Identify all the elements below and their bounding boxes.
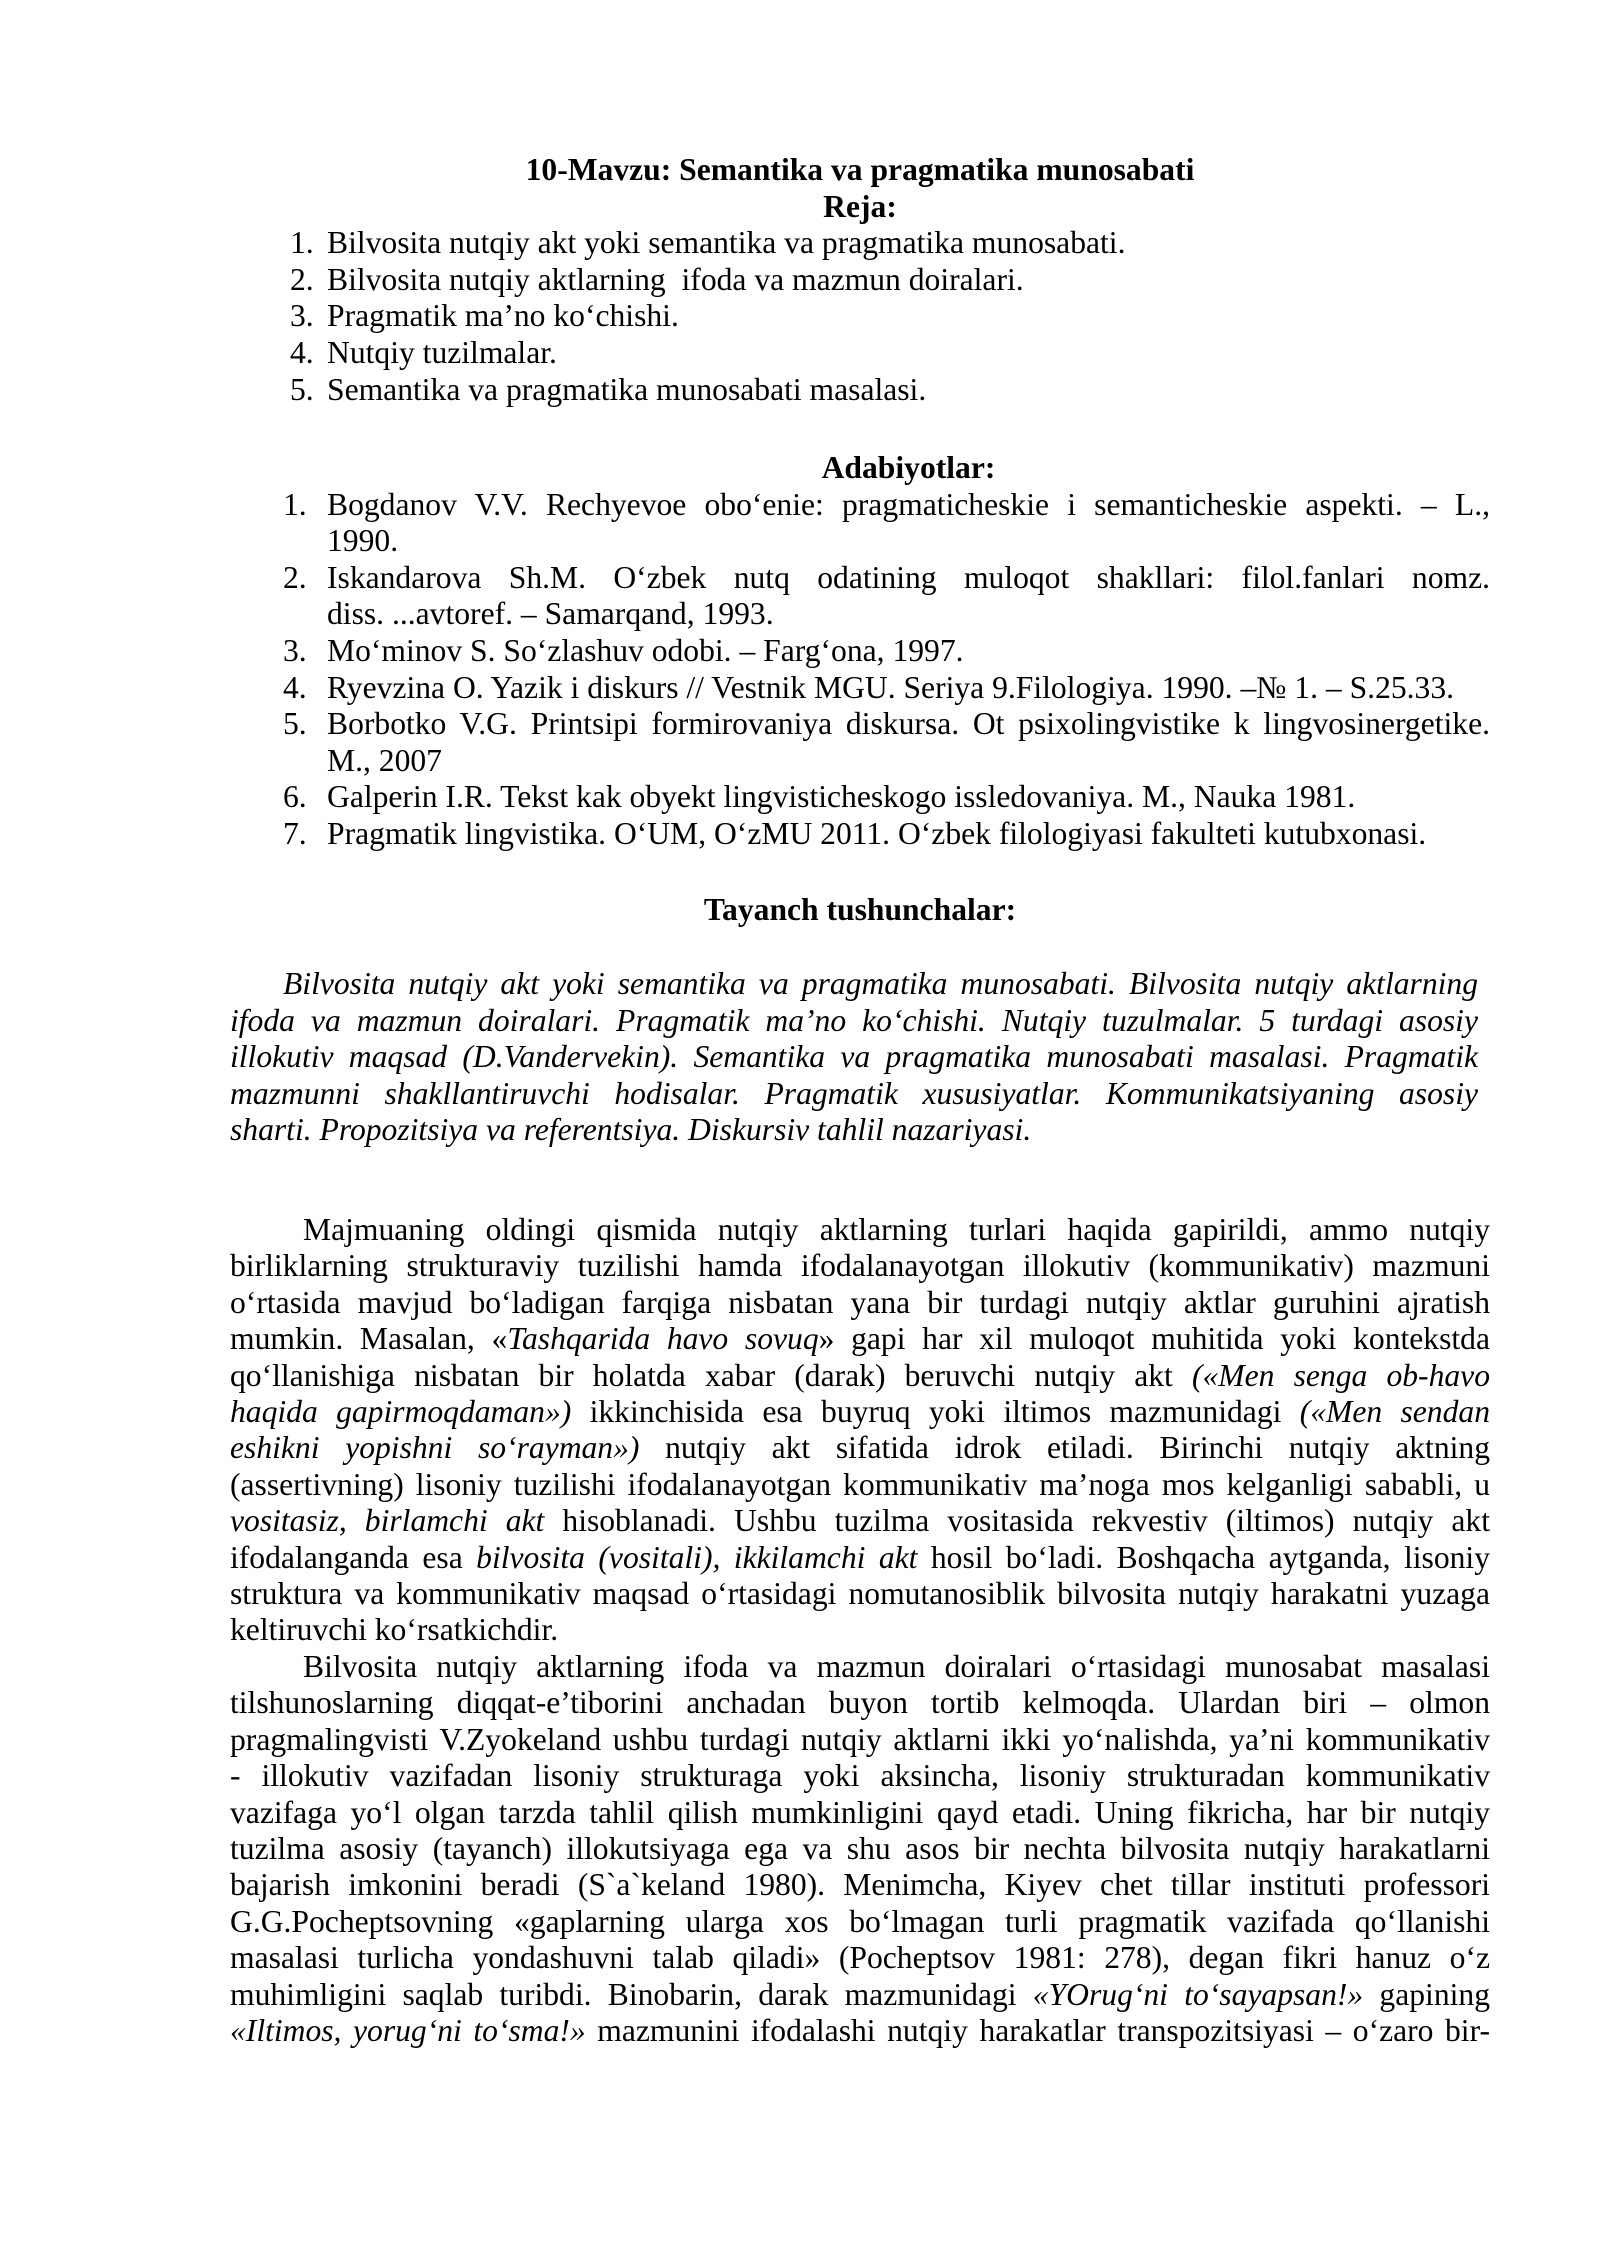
text-run: M., 2007 [327,742,442,778]
reference-text [327,779,1490,816]
text-run: masalasi turlicha yondashuvni talab qiladi» (Pocheptsov 1981: 278), degan fikri hanuz o‘z [230,1940,1490,1976]
reference-line [327,560,1490,597]
reference-line [327,779,1490,816]
plan-item [230,372,1490,409]
reference-number: 3. [283,632,307,668]
body-line [230,1503,1490,1539]
key-concepts-heading: Tayanch tushunchalar: [703,892,1017,927]
text-run: Majmuaning oldingi qismida nutqiy aktlarning turlari haqida gapirildi, ammo nutqiy [303,1212,1490,1247]
line-text [230,1394,1490,1429]
reference-text [327,487,1490,560]
text-run: hosil bo‘ladi. Boshqacha aytganda, lisoniy [917,1539,1490,1575]
body-line [303,1649,1490,1685]
reference-line [327,487,1490,524]
reference-number: 6. [283,779,307,815]
line-text [230,1795,1490,1830]
page-title: 10-Mavzu: Semantika va pragmatika munosabati [525,152,1195,187]
key-concepts-line [230,1039,1478,1076]
body-line [230,1867,1490,1903]
reference-line [327,596,1490,633]
reference-text [327,633,1490,670]
body-line [230,1722,1490,1758]
body-text [230,1212,1490,2049]
plan-item-number: 5. [290,371,314,407]
text-run: illokutiv maqsad (D.Vandervekin). Semantika va pragmatika munosabati masalasi. Pragmatik [230,1039,1478,1074]
plan-item-text: Nutqiy tuzilmalar. [327,334,557,370]
reference-text [327,560,1490,633]
plan-section [230,152,1490,408]
body-paragraph [230,1649,1490,2049]
reference-number: 4. [283,669,307,705]
line-text [283,966,1478,1001]
text-run: tilshunoslarning diqqat-e’tiborini anchadan buyon tortib kelmoqda. Ulardan biri – olmon [230,1685,1490,1721]
emphasis-text: eshikni yopishni so‘rayman») [230,1430,640,1466]
body-line [303,1212,1490,1248]
line-text [230,1685,1490,1720]
emphasis-text: haqida gapirmoqdaman») [230,1394,572,1430]
body-line [230,2013,1490,2049]
line-text [230,1076,1478,1111]
body-line [230,1321,1490,1357]
emphasis-text: «YOrug‘ni to‘sayapsan!» [1032,1976,1364,2012]
line-text [230,1358,1490,1393]
reference-line [327,743,1490,780]
text-run: mazmunni shakllantiruvchi hodisalar. Pragmatik xususiyatlar. Kommunikatsiyaning asosiy [230,1075,1478,1111]
reference-line [327,706,1490,743]
text-run: Iskandarova Sh.M. O‘zbek nutq odatining muloqot shakllari: filol.fanlari nomz. [327,559,1490,595]
line-text [327,633,964,668]
reference-item [230,816,1490,853]
body-line [230,1358,1490,1394]
text-run: nutqiy akt sifatida idrok etiladi. Birinchi nutqiy aktning [639,1430,1490,1466]
emphasis-text: vositasiz, birlamchi akt [230,1503,545,1539]
reference-item [230,487,1490,560]
line-text [230,2013,1490,2048]
line-text [230,1467,1490,1502]
text-run: Bilvosita nutqiy aktlarning ifoda va mazmun doiralari o‘rtasidagi munosabat masalasi [303,1648,1490,1684]
text-run: » gapi har xil muloqot muhitida yoki kontekstda [818,1321,1490,1357]
line-text [327,523,398,558]
body-line [230,1977,1490,2013]
reference-item [230,633,1490,670]
reference-line [327,633,1490,670]
body-line [230,1430,1490,1466]
line-text [327,596,774,631]
key-concepts-line [230,1003,1478,1040]
line-text [230,1831,1490,1866]
body-line [230,1758,1490,1794]
reference-line [327,670,1490,707]
plan-heading: Reja: [823,188,897,224]
line-text [327,706,1490,741]
text-run: 1990. [327,523,399,559]
body-line [230,1285,1490,1321]
references-list [230,487,1490,853]
text-run: - illokutiv vazifadan lisoniy strukturaga yoki aksincha, lisoniy strukturadan kommunikativ [230,1758,1490,1794]
plan-item-text: Bilvosita nutqiy akt yoki semantika va pragmatika munosabati. [327,225,1126,261]
body-line [230,1940,1490,1976]
text-run: (assertivning) lisoniy tuzilishi ifodalanayotgan kommunikativ ma’noga mos kelganligi sababli, u [230,1466,1490,1502]
emphasis-text: («Men sendan [1299,1394,1490,1430]
reference-line [327,816,1490,853]
text-run: muhimligini saqlab turibdi. Binobarin, darak mazmunidagi [230,1976,1033,2012]
plan-list [230,225,1490,408]
line-text [230,1430,1490,1465]
line-text [230,1904,1490,1939]
line-text [230,1003,1478,1038]
text-run: struktura va kommunikativ maqsad o‘rtasidagi nomutanosiblik bilvosita nutqiy harakatni yuzaga [230,1576,1490,1612]
key-concepts-heading-section [230,892,1490,929]
reference-item [230,670,1490,707]
references-heading: Adabiyotlar: [821,450,996,485]
line-text [327,487,1490,522]
reference-item [230,779,1490,816]
line-text [327,816,1426,851]
text-run: ifodalanganda esa [230,1539,477,1575]
line-text [230,1977,1490,2012]
plan-item-text: Pragmatik ma’no ko‘chishi. [327,298,679,334]
text-run: bajarish imkonini beradi (S`a`keland 1980). Menimcha, Kiyev chet tillar instituti professori [230,1867,1490,1903]
body-line [230,1467,1490,1503]
line-text [327,779,1355,814]
text-run: mazmunini ifodalashi nutqiy harakatlar transpozitsiyasi – o‘zaro bir- [585,2012,1490,2048]
emphasis-text: («Men senga ob-havo [1191,1357,1490,1393]
key-concepts-line [283,966,1478,1003]
text-run: mumkin. Masalan, « [230,1321,508,1357]
emphasis-text: bilvosita (vositali), ikkilamchi akt [476,1539,918,1575]
text-run: ikkinchisida esa buyruq yoki iltimos mazmunidagi [571,1394,1300,1430]
text-run: Mo‘minov S. So‘zlashuv odobi. – Farg‘ona, 1997. [327,632,964,668]
line-text [230,1867,1490,1902]
reference-line [327,523,1490,560]
text-run: keltiruvchi ko‘rsatkichdir. [230,1612,559,1648]
text-run: Galperin I.R. Tekst kak obyekt lingvisticheskogo issledovaniya. M., Nauka 1981. [327,779,1356,815]
text-run: Borbotko V.G. Printsipi formirovaniya diskursa. Ot psixolingvistike k lingvosinergetike. [327,706,1490,742]
plan-item-number: 4. [290,334,314,370]
reference-item [230,706,1490,779]
text-run: qo‘llanishiga nisbatan bir holatda xabar (darak) beruvchi nutqiy akt [230,1357,1192,1393]
reference-text [327,670,1490,707]
line-text [303,1212,1490,1247]
plan-item-number: 1. [290,225,314,261]
body-line [230,1576,1490,1612]
references-section [230,450,1490,853]
text-run: gapining [1363,1976,1490,2012]
plan-item [230,225,1490,262]
line-text [327,560,1490,595]
plan-item [230,298,1490,335]
body-line [230,1831,1490,1867]
text-run: ifoda va mazmun doiralari. Pragmatik ma’no ko‘chishi. Nutqiy tuzulmalar. 5 turdagi asosiy [230,1002,1478,1038]
text-run: Bogdanov V.V. Rechyevoe obo‘enie: pragmaticheskie i semanticheskie aspekti. – L., [327,486,1490,522]
plan-item [230,335,1490,372]
body-line [230,1540,1490,1576]
body-line [230,1795,1490,1831]
line-text [230,1576,1490,1611]
text-run: vazifaga yo‘l olgan tarzda tahlil qilish mumkinligini qayd etadi. Uning fikricha, har bir nutqiy [230,1794,1490,1830]
line-text [303,1649,1490,1684]
plan-item-number: 2. [290,261,314,297]
line-text [230,1248,1490,1283]
reference-number: 5. [283,706,307,742]
plan-item-text: Bilvosita nutqiy aktlarning ifoda va mazmun doiralari. [327,261,1024,297]
text-run: G.G.Pocheptsovning «gaplarning ularga xos bo‘lmagan turli pragmatik vazifada qo‘llanishi [230,1903,1490,1939]
reference-text [327,706,1490,779]
text-run: tuzilma asosiy (tayanch) illokutsiyaga ega va shu asos bir nechta bilvosita nutqiy harakatlarni [230,1830,1490,1866]
line-text [327,743,442,778]
plan-item [230,262,1490,299]
line-text [230,1540,1490,1575]
body-line [230,1904,1490,1940]
line-text [230,1321,1490,1356]
line-text [230,1758,1490,1793]
line-text [230,1940,1490,1975]
key-concepts-line [230,1112,1478,1149]
line-text [230,1039,1478,1074]
reference-text [327,816,1490,853]
key-concepts-line [230,1076,1478,1113]
reference-item [230,560,1490,633]
emphasis-text: «Iltimos, yorug‘ni to‘sma!» [230,2012,586,2048]
reference-number: 7. [283,815,307,851]
text-run: Pragmatik lingvistika. O‘UM, O‘zMU 2011. O‘zbek filologiyasi fakulteti kutubxonasi. [327,815,1427,851]
reference-number: 2. [283,559,307,595]
text-run: Bilvosita nutqiy akt yoki semantika va pragmatika munosabati. Bilvosita nutqiy aktlarning [283,966,1478,1001]
line-text [230,1612,558,1647]
text-run: birliklarning strukturaviy tuzilishi hamda ifodalanayotgan illokutiv (kommunikativ) mazmuni [230,1248,1490,1284]
plan-item-text: Semantika va pragmatika munosabati masalasi. [327,371,927,407]
line-text [327,670,1454,705]
line-text [230,1285,1490,1320]
key-concepts-paragraph [230,966,1478,1149]
text-run: hisoblanadi. Ushbu tuzilma vositasida rekvestiv (iltimos) nutqiy akt [544,1503,1490,1539]
plan-item-number: 3. [290,298,314,334]
text-run: Ryevzina O. Yazik i diskurs // Vestnik MGU. Seriya 9.Filologiya. 1990. –№ 1. – S.25.33. [327,669,1455,705]
line-text [230,1112,1031,1147]
line-text [230,1503,1490,1538]
text-run: diss. ...avtoref. – Samarqand, 1993. [327,596,774,632]
text-run: o‘rtasida mavjud bo‘ladigan farqiga nisbatan yana bir turdagi nutqiy aktlar guruhini ajratish [230,1284,1490,1320]
text-run: sharti. Propozitsiya va referentsiya. Diskursiv tahlil nazariyasi. [230,1112,1032,1147]
body-line [230,1612,1490,1648]
body-line [230,1394,1490,1430]
reference-number: 1. [283,486,307,522]
line-text [230,1722,1490,1757]
emphasis-text: Tashqarida havo sovuq [507,1321,819,1357]
body-paragraph [230,1212,1490,1649]
body-line [230,1685,1490,1721]
text-run: pragmalingvisti V.Zyokeland ushbu turdagi nutqiy aktlarni ikki yo‘nalishda, ya’ni kommunikativ [230,1721,1490,1757]
body-line [230,1248,1490,1284]
